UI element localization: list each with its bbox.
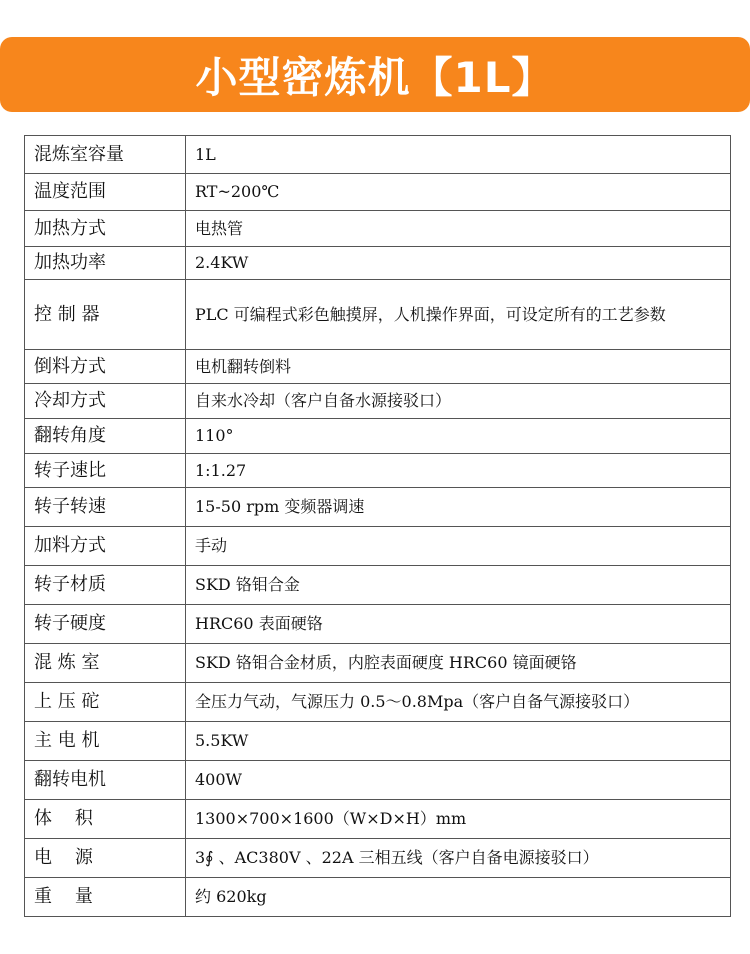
row-value: 2.4KW [186,247,731,280]
table-row [25,488,731,527]
row-label: 转子硬度 [25,605,186,644]
row-label: 加热方式 [25,211,186,247]
row-label: 上 压 砣 [25,683,186,722]
row-label: 加料方式 [25,527,186,566]
row-label: 温度范围 [25,174,186,211]
table-row [25,683,731,722]
table-row [25,350,731,384]
row-value: 电热管 [186,211,731,247]
page-title: 小型密炼机【1L】 [195,52,555,102]
table-row [25,527,731,566]
row-label: 转子材质 [25,566,186,605]
row-value: RT~200℃ [186,174,731,211]
row-label: 主 电 机 [25,722,186,761]
row-value: 15-50 rpm 变频器调速 [186,488,731,527]
row-label: 加热功率 [25,247,186,280]
table-row [25,605,731,644]
row-value: PLC 可编程式彩色触摸屏，人机操作界面，可设定所有的工艺参数 [186,280,731,350]
table-row [25,839,731,878]
table-row [25,419,731,454]
row-value: 400W [186,761,731,800]
row-label: 翻转角度 [25,419,186,454]
table-row [25,800,731,839]
row-label: 倒料方式 [25,350,186,384]
row-label: 转子速比 [25,454,186,488]
row-value: 1300×700×1600（W×D×H）mm [186,800,731,839]
table-row [25,644,731,683]
row-label: 转子转速 [25,488,186,527]
row-value: 1L [186,136,731,174]
row-value: 110° [186,419,731,454]
title-banner [0,37,750,112]
row-label: 混 炼 室 [25,644,186,683]
row-value: 自来水冷却（客户自备水源接驳口） [186,384,731,419]
row-value: HRC60 表面硬铬 [186,605,731,644]
row-label: 冷却方式 [25,384,186,419]
row-value: 全压力气动，气源压力 0.5～0.8Mpa（客户自备气源接驳口） [186,683,731,722]
table-row [25,454,731,488]
row-label: 重 量 [25,878,186,917]
table-row [25,384,731,419]
table-row [25,878,731,917]
row-label: 控 制 器 [25,280,186,350]
table-row [25,280,731,350]
row-value: 电机翻转倒料 [186,350,731,384]
spec-table [24,135,731,917]
row-value: SKD 铬钼合金 [186,566,731,605]
row-value: 3∮ 、AC380V 、22A 三相五线（客户自备电源接驳口） [186,839,731,878]
table-row [25,722,731,761]
table-row [25,247,731,280]
row-label: 电 源 [25,839,186,878]
row-value: 约 620kg [186,878,731,917]
row-value: SKD 铬钼合金材质，内腔表面硬度 HRC60 镜面硬铬 [186,644,731,683]
row-label: 混炼室容量 [25,136,186,174]
row-label: 体 积 [25,800,186,839]
table-row [25,136,731,174]
row-value: 1:1.27 [186,454,731,488]
row-label: 翻转电机 [25,761,186,800]
table-row [25,761,731,800]
row-value: 手动 [186,527,731,566]
table-row [25,566,731,605]
row-value: 5.5KW [186,722,731,761]
table-row [25,211,731,247]
table-row [25,174,731,211]
